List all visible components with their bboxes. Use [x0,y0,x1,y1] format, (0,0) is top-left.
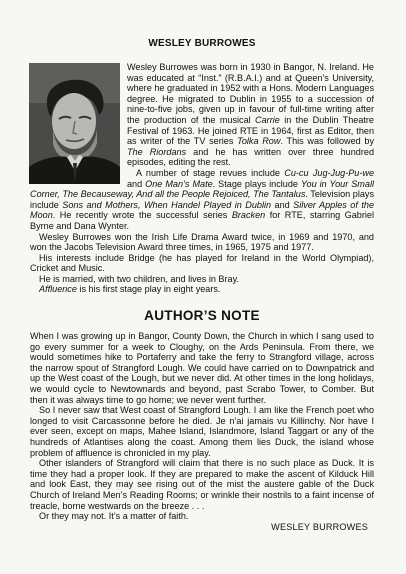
note-paragraph-1: When I was growing up in Bangor, County Down, the Church in which I sang used to go every summer for a week to Cloughy, on the Ards Peninsula. From there, we would sometimes hike to Portaferry and take the ferry to Strangford village, across the narrow spout of Strangford Lough. We could have carried on to Downpatrick and up the West coast of the Lough, but we never did. At other times in the long holidays, we would cycle to Newtownards and beyond, past Scrabo Tower, to Comber. But then it was always time to go home; we never went further. [30,331,374,405]
bio-paragraph-4: His interests include Bridge (he has played for Ireland in the World Olympiad), Cricket and Music. [30,252,374,274]
author-portrait-illustration [29,63,120,184]
bio-heading: WESLEY BURROWES [148,38,256,49]
bio-paragraph-5: He is married, with two children, and lives in Bray. [39,273,239,284]
authors-note [30,331,374,532]
bio-paragraph-1: Wesley Burrowes was born in 1930 in Bangor, N. Ireland. He was educated at “Inst.” (R.B.A.I.) and at Queen’s University, where he graduated in 1952 with a Hons. Modern Languages degree. He migrated to Dublin in 1955 to a succession of nine-to-five jobs, given up in favour of full-time writing after the production of the musical Carrie in the Dublin Theatre Festival of 1963. He joined RTE in 1964, first as Editor, then as writer of the TV series Tolka Row. This was followed by The Riordans and he has written over three hundred episodes, editing the rest. [127,62,375,168]
bio-paragraph-3: Wesley Burrowes won the Irish Life Drama Award twice, in 1969 and 1970, and won the Jacobs Television Award three times, in 1965, 1975 and 1977. [30,231,374,253]
signature: WESLEY BURROWES [271,521,368,532]
authors-note-heading: AUTHOR’S NOTE [144,308,260,324]
note-paragraph-3: Other islanders of Strangford will claim that there is no such place as Duck. It is time they had a proper look. If they are prepared to make the ascent of Kilduck Hill and look East, they may see rising out of the mist the austere gable of the Duck Church of Ireland Men’s Reading Rooms; or wrinkle their nostrils to a faint incense of treacle, borne westwards on the breeze . . . [30,458,374,511]
author-photo [29,63,120,184]
note-paragraph-2: So I never saw that West coast of Strangford Lough. I am like the French poet who longed to visit Carcassonne before he died. Je n’ai jamais vu Killinchy. Nor have I ever seen, except on maps, Mahee Island, Islandmore, Island Taggart or any of the hundreds of Atlantises along the coast. Among them lies Duck, the island whose problem of affluence is chronicled in my play. [30,405,374,458]
note-paragraph-4: Or they may not. It’s a matter of faith. [39,511,189,522]
biography [30,62,374,295]
bio-paragraph-6: Affluence is his first stage play in eight years. [39,284,221,295]
bio-paragraph-2: A number of stage revues include Cu-cu Jug-Jug-Pu-we and One Man’s Mate. Stage plays include You in Your Small Corner, The Becauseway, And all the People Rejoiced, The Tantalus. Television plays include Sons and Mothers, When Handel Played in Dublin and Silver Apples of the Moon. He recently wrote the successful series Bracken for RTE, starring Gabriel Byrne and Dana Wynter. [30,167,374,231]
